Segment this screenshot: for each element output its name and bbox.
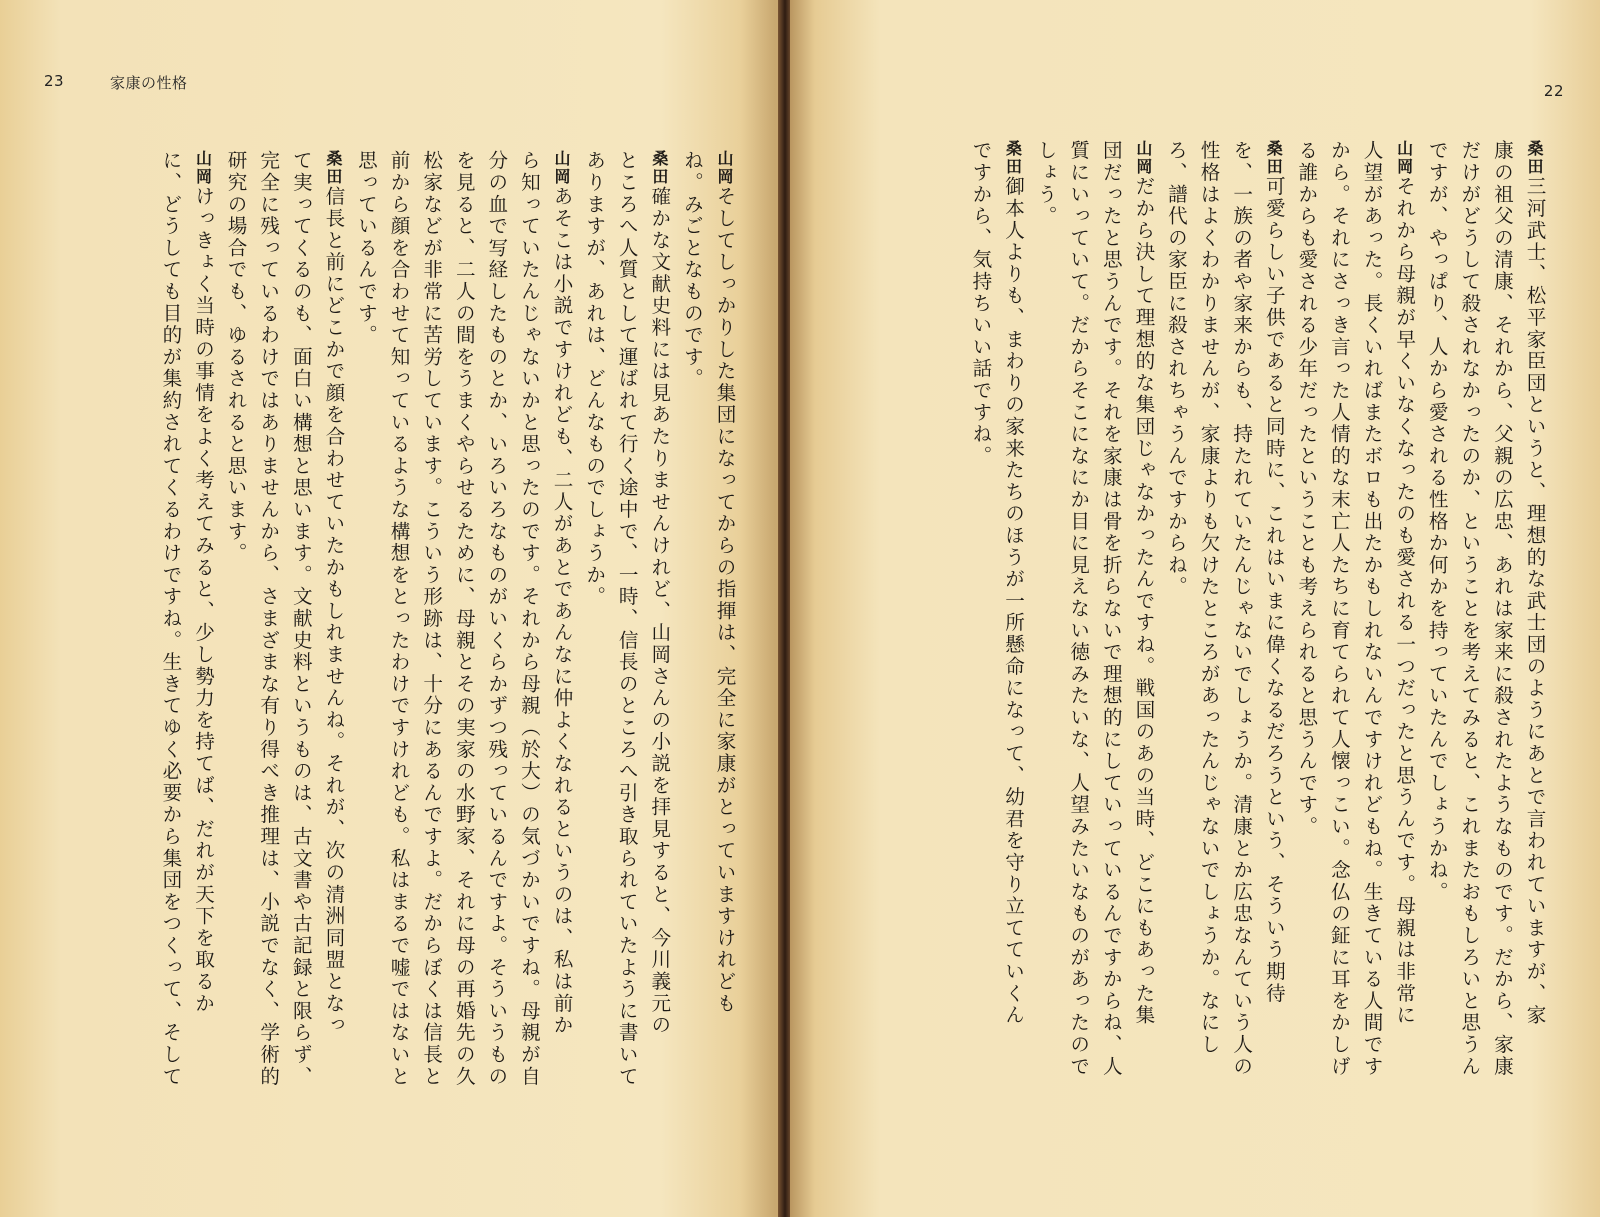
- column-text: ですから、気持ちいい話ですね。: [968, 140, 992, 467]
- column-text: 人望があった。長くいればまたボロも出たかもしれないんですけれどもね。生きている人間です: [1360, 140, 1384, 1078]
- text-column: [1126, 140, 1159, 1180]
- column-text: 完全に残っているわけではありませんから、さまざまな有り得べき推理は、小説でなく、学術的: [256, 150, 280, 1088]
- text-column: [512, 150, 545, 1190]
- column-text: 可愛らしい子供であると同時に、これはいまに偉くなるだろうという、そういう期待: [1262, 176, 1286, 1005]
- speaker-label: 桑田: [649, 150, 669, 186]
- speaker-label: 山岡: [715, 150, 734, 186]
- text-column: [186, 150, 219, 1190]
- speaker-label: 桑田: [1264, 140, 1284, 176]
- column-text: 信長と前にどこかで顔を合わせていたかもしれませんね。それが、次の清洲同盟となっ: [321, 186, 345, 1037]
- column-text: ら知っていたんじゃないかと思ったのです。それから母親（於大）の気づかいですね。母親が自: [517, 150, 541, 1088]
- column-text: に、どうしても目的が集約されてくるわけですね。生きてゆく必要から集団をつくって、そして: [158, 150, 182, 1088]
- text-column: [642, 150, 675, 1190]
- text-column: [1452, 140, 1485, 1180]
- column-text: 前から顔を合わせて知っているような構想をとったわけですけれども。私はまるで嘘ではないと: [387, 150, 411, 1088]
- text-column: [349, 150, 382, 1190]
- speaker-label: 桑田: [323, 150, 343, 186]
- text-column: [1224, 140, 1257, 1180]
- column-text: ですが、やっぱり、人から愛される性格か何かを持っていたんでしょうかね。: [1425, 140, 1449, 903]
- text-column: [963, 140, 996, 1180]
- text-column: [1029, 140, 1062, 1180]
- text-column: [219, 150, 252, 1190]
- text-column: [1322, 140, 1355, 1180]
- speaker-label: 桑田: [1003, 140, 1023, 176]
- text-column: [284, 150, 317, 1190]
- text-column: [316, 150, 349, 1190]
- left-page-text: [40, 150, 740, 1190]
- text-column: [1257, 140, 1290, 1180]
- text-column: [577, 150, 610, 1190]
- column-text: 質にいっていて。だからそこになにか目に見えない徳みたいな、人望みたいなものがあったので: [1066, 140, 1090, 1078]
- column-text: 思っているんです。: [354, 150, 378, 347]
- running-title: 家康の性格: [110, 74, 188, 92]
- column-text: 研究の場合でも、ゆるされると思います。: [224, 150, 248, 565]
- text-column: [1420, 140, 1453, 1180]
- speaker-label: 山岡: [1394, 140, 1414, 176]
- column-text: 分の血で写経したものとか、いろいろなものがいくらかずつ残っているんですよ。そういうもの: [484, 150, 508, 1088]
- column-text: 三河武士、松平家臣団というと、理想的な武士団のようにあとで言われていますが、家: [1523, 176, 1546, 1027]
- column-text: だけがどうして殺されなかったのか、ということを考えてみると、これまたおもしろいと思うん: [1457, 140, 1481, 1078]
- column-text: 団だったと思うんです。それを家康は骨を折らないで理想的にしていっているんですからね、人: [1099, 140, 1123, 1078]
- speaker-label: 桑田: [1525, 140, 1544, 176]
- column-text: けっきょく当時の事情をよく考えてみると、少し勢力を持てば、だれが天下を取るか: [191, 186, 215, 1015]
- text-column: [544, 150, 577, 1190]
- text-column: [996, 140, 1029, 1180]
- page-number: 23: [44, 72, 65, 90]
- text-column: [1354, 140, 1387, 1180]
- column-text: て実ってくるのも、面白い構想と思います。文献史料というものは、古文書や古記録と限らず、: [289, 150, 313, 1088]
- column-text: そしてしっかりした集団になってからの指揮は、完全に家康がとっていますけれども: [713, 186, 736, 1015]
- text-column: [1061, 140, 1094, 1180]
- text-column: [1191, 140, 1224, 1180]
- text-column: [1289, 140, 1322, 1180]
- column-text: 松家などが非常に苦労しています。こういう形跡は、十分にあるんですよ。だからぼくは信長と: [419, 150, 443, 1088]
- column-text: から。それにさっき言った人情的な末亡人たちに育てられて人懐っこい。念仏の鉦に耳をかしげ: [1327, 140, 1351, 1078]
- page-number: 22: [1543, 82, 1564, 100]
- text-column: [414, 150, 447, 1190]
- column-text: ありますが、あれは、どんなものでしょうか。: [582, 150, 606, 608]
- text-column: [153, 150, 186, 1190]
- speaker-label: 山岡: [552, 150, 572, 186]
- text-column: [1094, 140, 1127, 1180]
- column-text: を、一族の者や家来からも、持たれていたんじゃないでしょうか。清康とか広忠なんていう人の: [1229, 140, 1253, 1078]
- column-text: ところへ人質として運ばれて行く途中で、一時、信長のところへ引き取られていたように書いて: [615, 150, 639, 1088]
- text-column: [1387, 140, 1420, 1180]
- text-column: [707, 150, 740, 1190]
- speaker-label: 山岡: [193, 150, 213, 186]
- column-text: 確かな文献史料には見あたりませんけれど、山岡さんの小説を拝見すると、今川義元の: [647, 186, 671, 1037]
- speaker-label: 山岡: [1133, 140, 1153, 176]
- text-column: [610, 150, 643, 1190]
- column-text: 康の祖父の清康、それから、父親の広忠、あれは家来に殺されたようなものです。だから、家康: [1490, 140, 1514, 1078]
- column-text: 性格はよくわかりませんが、家康よりも欠けたところがあったんじゃないでしょうか。なにし: [1197, 140, 1221, 1056]
- text-column: [479, 150, 512, 1190]
- column-text: ろ、譜代の家臣に殺されちゃうんですからね。: [1164, 140, 1188, 598]
- right-page: [790, 0, 1600, 1217]
- text-column: [447, 150, 480, 1190]
- column-text: 御本人よりも、まわりの家来たちのほうが一所懸命になって、幼君を守り立てていくん: [1001, 176, 1025, 1027]
- column-text: る誰からも愛される少年だったということも考えられると思うんです。: [1294, 140, 1318, 838]
- column-text: しょう。: [1034, 140, 1058, 228]
- column-text: あそこは小説ですけれども、二人があとであんなに仲よくなれるというのは、私は前か: [550, 186, 574, 1037]
- right-page-text: [836, 140, 1550, 1180]
- text-column: [381, 150, 414, 1190]
- text-column: [1159, 140, 1192, 1180]
- left-page: [0, 0, 780, 1217]
- column-text: を見ると、二人の間をうまくやらせるために、母親とその実家の水野家、それに母の再婚先の久: [452, 150, 476, 1088]
- column-text: それから母親が早くいなくなったのも愛される一つだったと思うんです。母親は非常に: [1392, 176, 1416, 1027]
- text-column: [1485, 140, 1518, 1180]
- text-column: [675, 150, 708, 1190]
- text-column: [251, 150, 284, 1190]
- column-text: ね。みごとなものです。: [680, 150, 704, 390]
- column-text: だから決して理想的な集団じゃなかったんですね。戦国のあの当時、どこにもあった集: [1131, 176, 1155, 1027]
- text-column: [1517, 140, 1550, 1180]
